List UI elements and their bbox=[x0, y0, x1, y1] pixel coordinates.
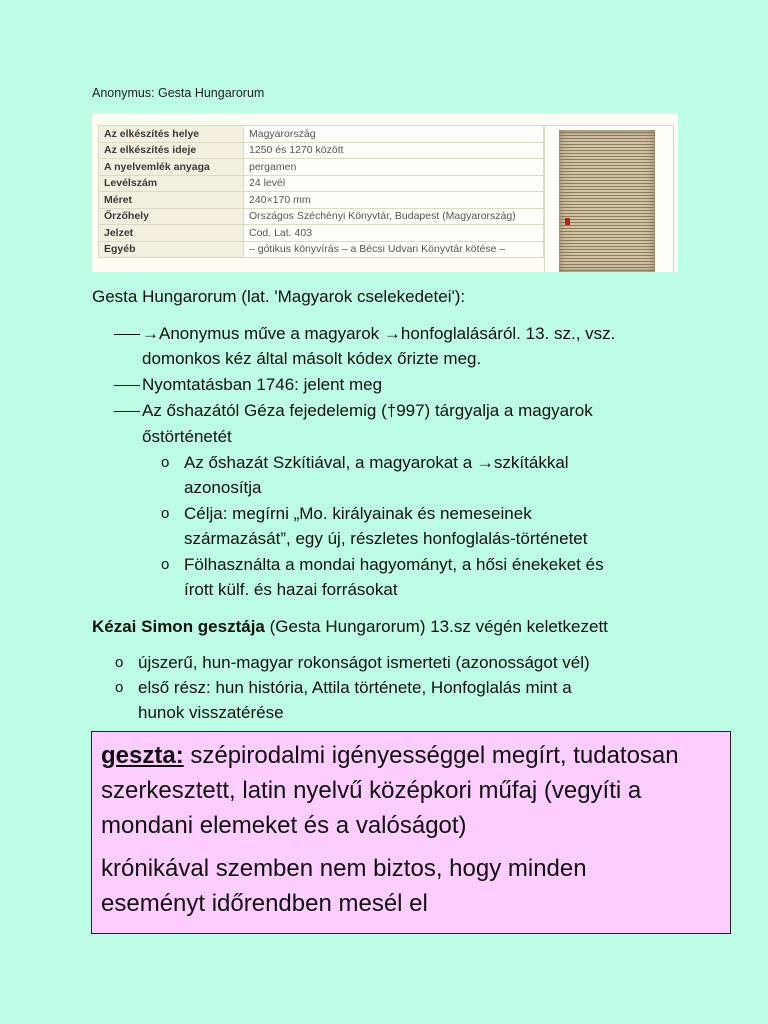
table-row bbox=[99, 159, 544, 176]
dash-bullet bbox=[114, 411, 140, 412]
list-item: újszerű, hun-magyar rokonságot ismerteti (azonosságot vél) bbox=[138, 653, 590, 672]
table-label: Levélszám bbox=[99, 175, 244, 192]
list-item: Nyomtatásban 1746: jelent meg bbox=[114, 372, 382, 398]
table-label: Őrzőhely bbox=[99, 208, 244, 225]
definition-line: krónikával szemben nem biztos, hogy minden bbox=[101, 855, 587, 882]
red-initial-mark bbox=[565, 218, 570, 225]
table-value: 1250 és 1270 között bbox=[244, 142, 544, 159]
sub-list-item-continuation: írott külf. és hazai forrásokat bbox=[184, 580, 398, 599]
table-row bbox=[99, 192, 544, 209]
table-row bbox=[99, 142, 544, 159]
definition-box bbox=[91, 731, 731, 934]
dash-bullet bbox=[114, 385, 140, 386]
table-label: Az elkészítés helye bbox=[99, 126, 244, 143]
table-label: A nyelvemlék anyaga bbox=[99, 159, 244, 176]
table-row bbox=[99, 225, 544, 242]
manuscript-info-image bbox=[92, 113, 678, 272]
table-label: Méret bbox=[99, 192, 244, 209]
manuscript-thumbnail-cell bbox=[544, 125, 674, 272]
table-value: – gótikus könyvírás – a Bécsi Udvari Könyvtár kötése – bbox=[244, 241, 544, 258]
manuscript-page-image bbox=[559, 130, 655, 272]
definition-term: geszta: bbox=[101, 742, 184, 769]
table-label: Jelzet bbox=[99, 225, 244, 242]
table-value: pergamen bbox=[244, 159, 544, 176]
table-value: Országos Széchényi Könyvtár, Budapest (Magyarország) bbox=[244, 208, 544, 225]
section-heading: Gesta Hungarorum (lat. 'Magyarok cselekedetei'): bbox=[92, 287, 466, 306]
table-label: Egyéb bbox=[99, 241, 244, 258]
dash-bullet bbox=[114, 334, 140, 335]
table-row bbox=[99, 208, 544, 225]
definition-line: szerkesztett, latin nyelvű középkori műfaj (vegyíti a bbox=[101, 777, 642, 804]
list-item-continuation: hunok visszatérése bbox=[138, 703, 284, 722]
circle-bullet: o bbox=[115, 654, 124, 671]
circle-bullet: o bbox=[161, 454, 170, 471]
table-value: 240×170 mm bbox=[244, 192, 544, 209]
table-row bbox=[99, 175, 544, 192]
definition-line: eseményt időrendben mesél el bbox=[101, 890, 428, 917]
table-value: Cod. Lat. 403 bbox=[244, 225, 544, 242]
list-item-continuation: domonkos kéz által másolt kódex őrizte meg. bbox=[142, 349, 482, 368]
circle-bullet: o bbox=[115, 679, 124, 696]
document-title: Anonymus: Gesta Hungarorum bbox=[92, 86, 265, 100]
sub-list-item: Fölhasználta a mondai hagyományt, a hősi énekeket és bbox=[184, 555, 604, 574]
table-row bbox=[99, 241, 544, 258]
list-item-continuation: őstörténetét bbox=[142, 427, 232, 446]
table-value: 24 levél bbox=[244, 175, 544, 192]
table-label: Az elkészítés ideje bbox=[99, 142, 244, 159]
list-item: első rész: hun história, Attila története, Honfoglalás mint a bbox=[138, 678, 572, 697]
sub-list-item-continuation: azonosítja bbox=[184, 478, 262, 497]
sub-list-item-continuation: származását”, egy új, részletes honfoglalás-történetet bbox=[184, 529, 588, 548]
table-row bbox=[99, 126, 544, 143]
definition-line: mondani elemeket és a valóságot) bbox=[101, 812, 467, 839]
list-item: →Anonymus műve a magyarok →honfoglalásáról. 13. sz., vsz. bbox=[114, 321, 615, 347]
sub-list-item: Az őshazát Szkítiával, a magyarokat a →szkítákkal bbox=[184, 453, 569, 472]
manuscript-info-table bbox=[98, 125, 544, 258]
list-item: Az őshazától Géza fejedelemig (†997) tárgyalja a magyarok bbox=[114, 398, 593, 424]
sub-list-item: Célja: megírni „Mo. királyainak és nemeseinek bbox=[184, 504, 532, 523]
circle-bullet: o bbox=[161, 505, 170, 522]
table-value: Magyarország bbox=[244, 126, 544, 143]
definition-line: geszta: szépirodalmi igényességgel megírt, tudatosan bbox=[101, 742, 679, 769]
circle-bullet: o bbox=[161, 556, 170, 573]
section-heading: Kézai Simon gesztája (Gesta Hungarorum) 13.sz végén keletkezett bbox=[92, 617, 608, 636]
